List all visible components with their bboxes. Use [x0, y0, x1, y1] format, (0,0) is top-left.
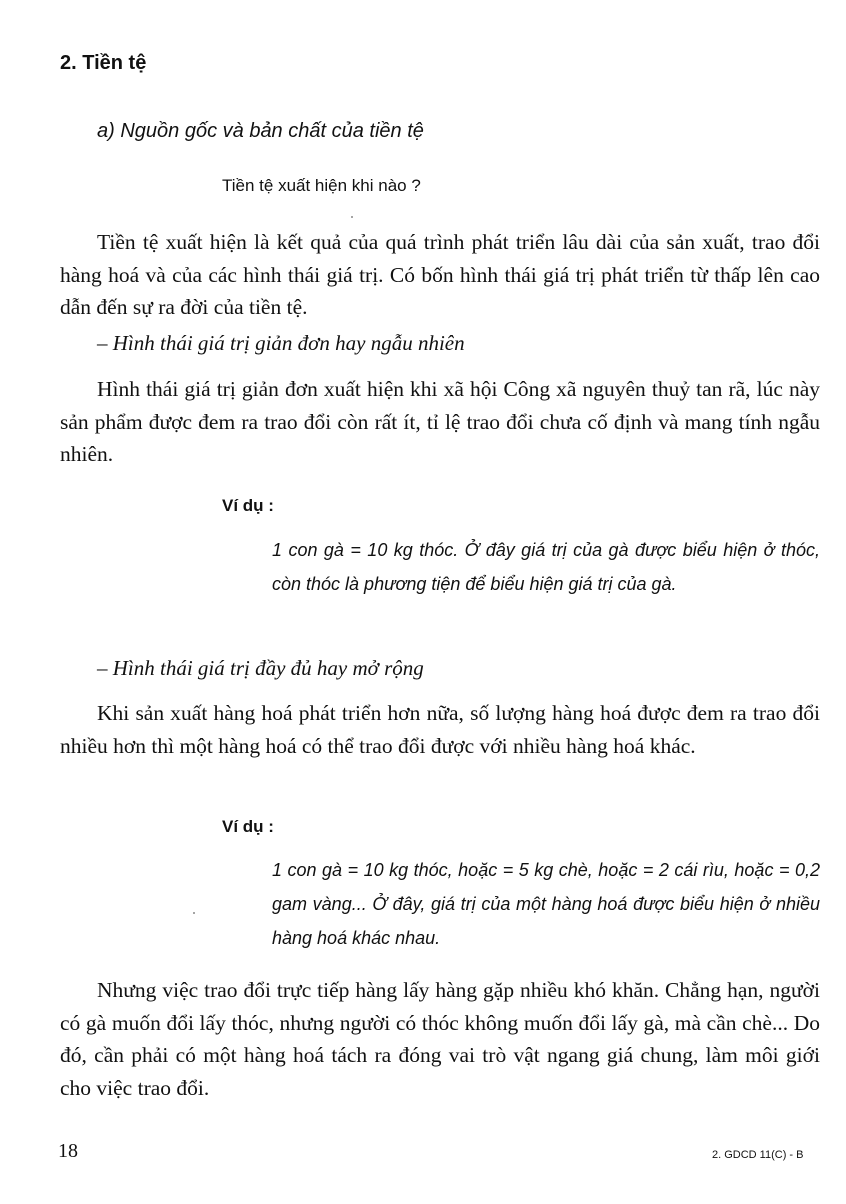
- section-heading: 2. Tiền tệ: [60, 52, 147, 74]
- book-code: 2. GDCD 11(C) - B: [712, 1149, 804, 1161]
- subsection-heading: a) Nguồn gốc và bản chất của tiền tệ: [97, 120, 424, 142]
- example2-text: 1 con gà = 10 kg thóc, hoặc = 5 kg chè, hoặc = 2 cái rìu, hoặc = 0,2 gam vàng... Ở đây, giá trị của một hàng hoá được biểu hiện ở nhiều hàng hoá khác nhau.: [272, 860, 820, 948]
- guiding-question: Tiền tệ xuất hiện khi nào ?: [222, 176, 421, 195]
- scan-speck: [351, 216, 353, 218]
- intro-paragraph: Tiền tệ xuất hiện là kết quả của quá trình phát triển lâu dài của sản xuất, trao đổi hàng hoá và của các hình thái giá trị. Có bốn hình thái giá trị phát triển từ thấp lên cao dẫn đến sự ra đời của tiền tệ.: [60, 230, 820, 319]
- page-number: 18: [58, 1140, 78, 1162]
- form2-paragraph: Khi sản xuất hàng hoá phát triển hơn nữa, số lượng hàng hoá được đem ra trao đổi nhiều hơn thì một hàng hoá có thể trao đổi được với nhiều hàng hoá khác.: [60, 701, 820, 758]
- example1-label: Ví dụ :: [222, 496, 274, 515]
- example1-text: 1 con gà = 10 kg thóc. Ở đây giá trị của gà được biểu hiện ở thóc, còn thóc là phương tiện để biểu hiện giá trị của gà.: [272, 540, 820, 594]
- example2-label: Ví dụ :: [222, 817, 274, 836]
- form1-paragraph: Hình thái giá trị giản đơn xuất hiện khi xã hội Công xã nguyên thuỷ tan rã, lúc này sản phẩm được đem ra trao đổi còn rất ít, tỉ lệ trao đổi chưa cố định và mang tính ngẫu nhiên.: [60, 377, 820, 466]
- scan-speck: [193, 912, 195, 914]
- form2-title: – Hình thái giá trị đầy đủ hay mở rộng: [97, 656, 424, 680]
- form1-title: – Hình thái giá trị giản đơn hay ngẫu nhiên: [97, 331, 465, 355]
- closing-paragraph: Nhưng việc trao đổi trực tiếp hàng lấy hàng gặp nhiều khó khăn. Chẳng hạn, người có gà muốn đổi lấy thóc, nhưng người có thóc không muốn đổi lấy gà, mà cần chè... Do đó, cần phải có một hàng hoá tách ra đóng vai trò vật ngang giá chung, làm môi giới cho việc trao đổi.: [60, 978, 820, 1100]
